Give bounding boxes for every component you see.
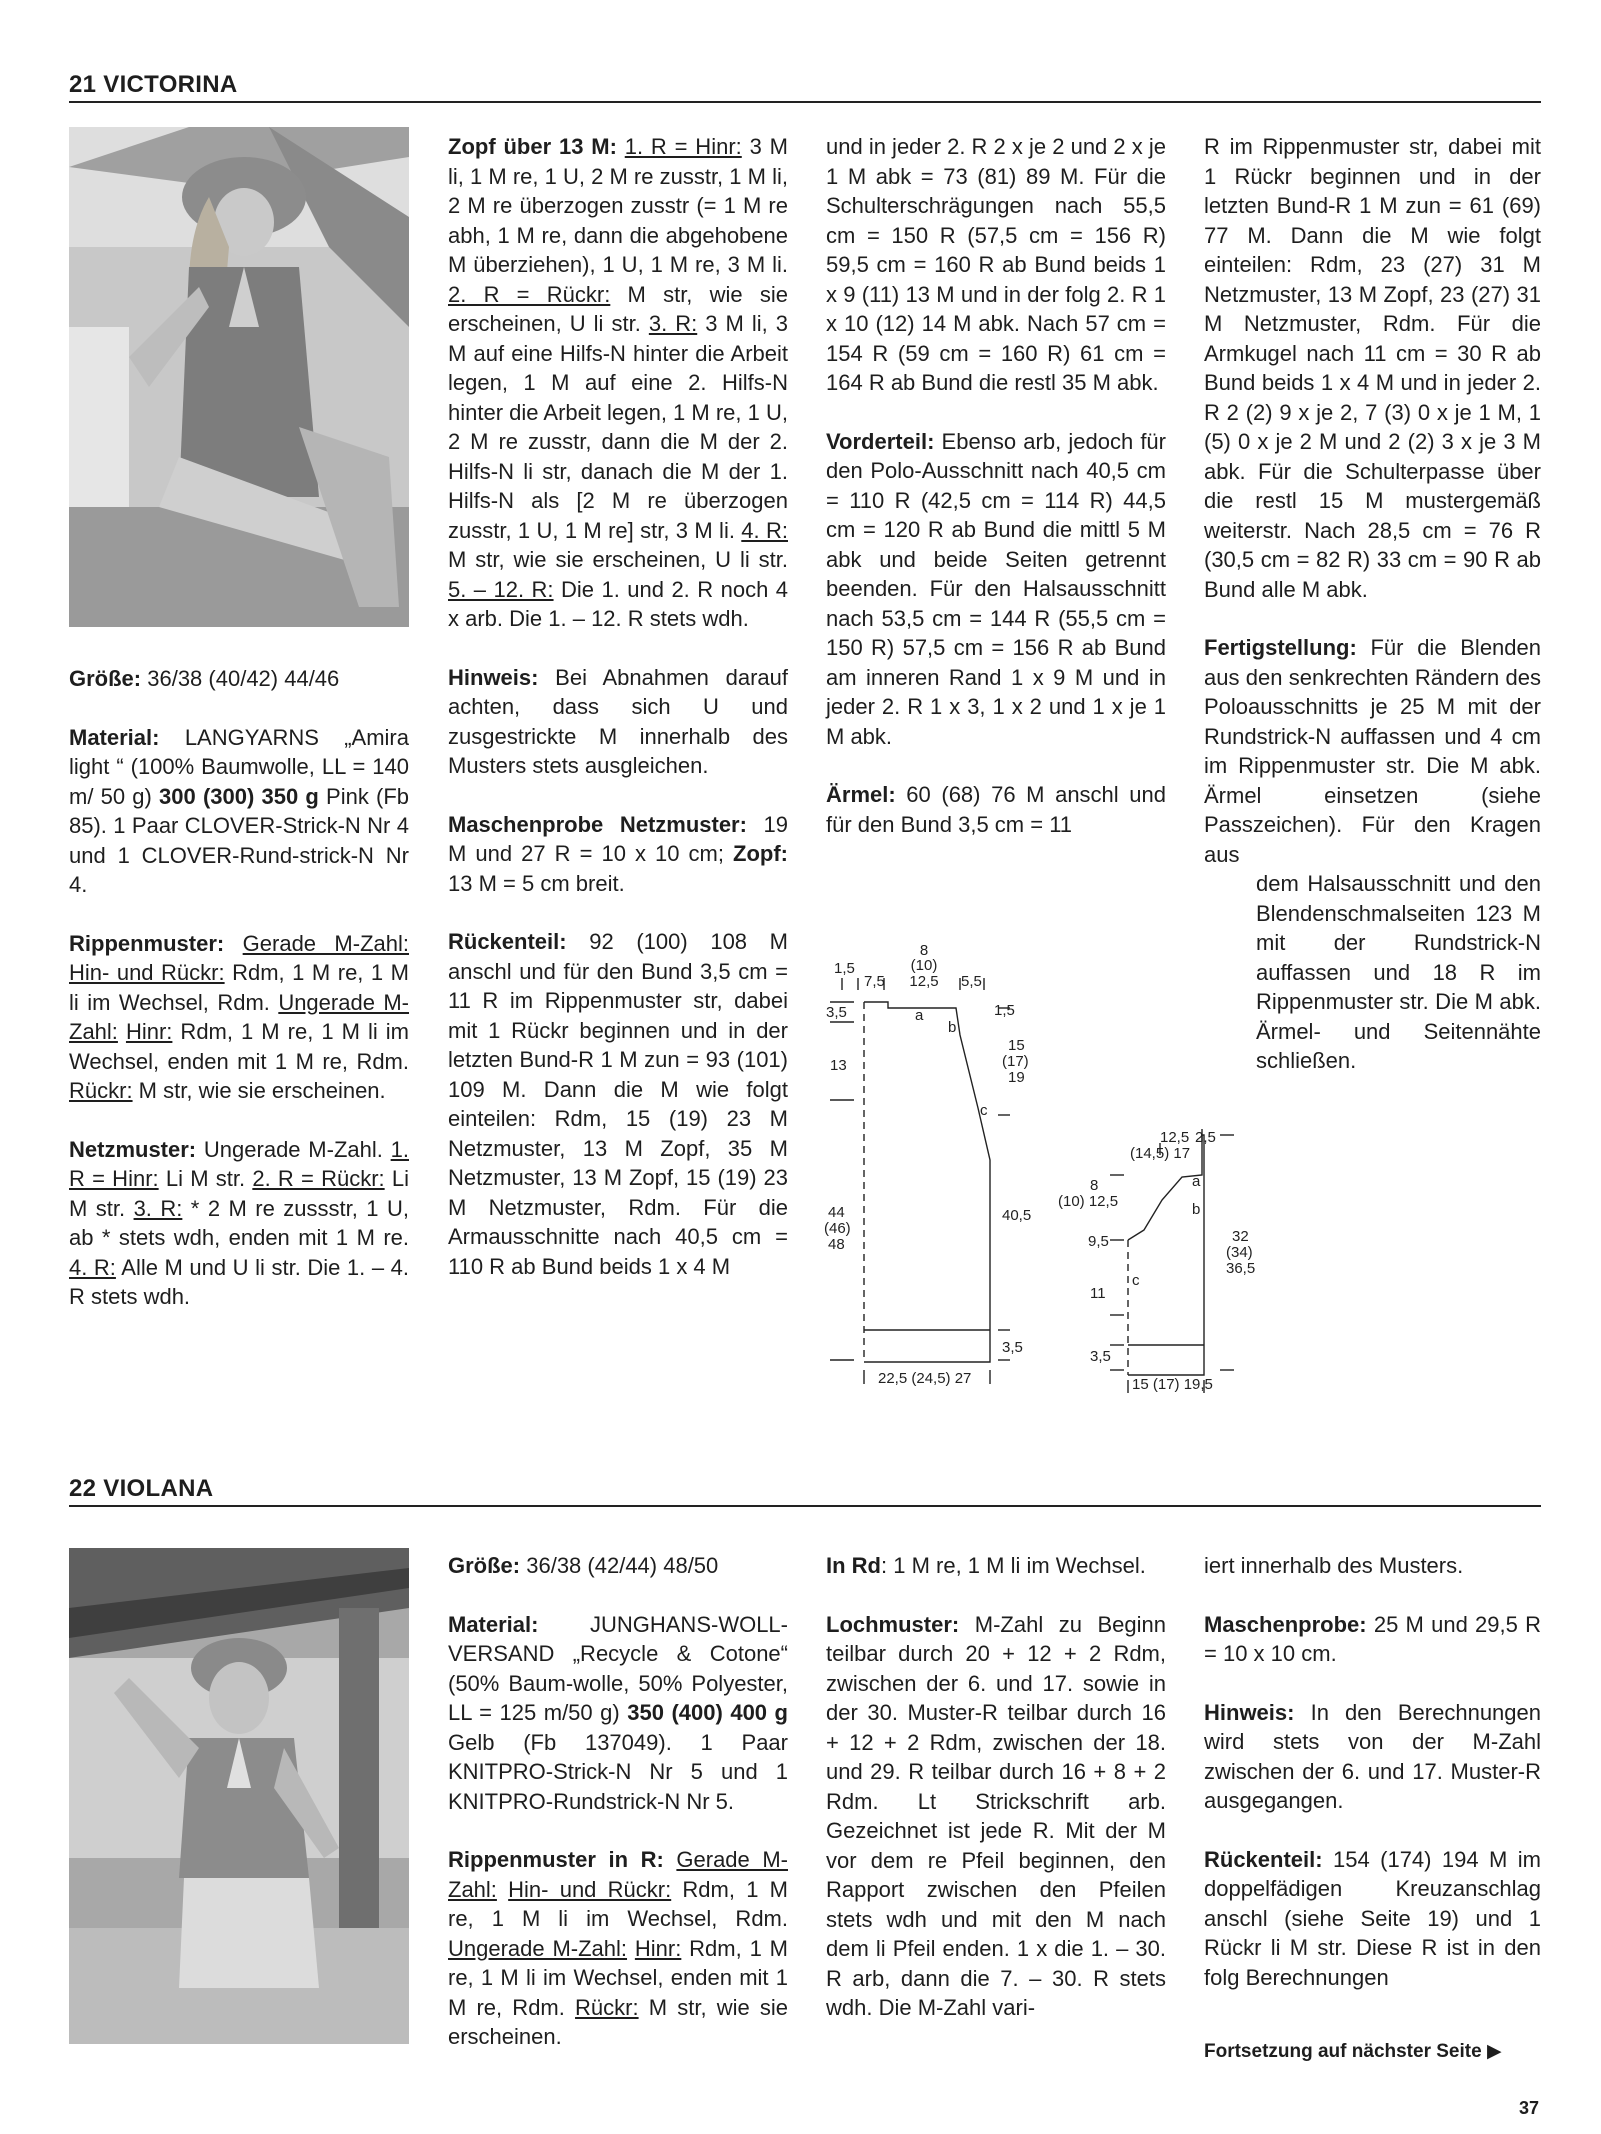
text-maschenprobe: 19 M und 27 R = 10 x 10 cm;: [448, 811, 788, 866]
text-r-u3: Ungerade M-Zahl:: [448, 1935, 628, 1961]
continuation-text: Fortsetzung auf nächster Seite: [1204, 2041, 1482, 2062]
text-rippen-u2: Hin- und Rückr:: [69, 960, 225, 985]
text-netz-u2: 2. R = Rückr:: [252, 1166, 385, 1191]
dim-right-17: (17): [1002, 1053, 1029, 1070]
label-rueckenteil-22: Rückenteil:: [1204, 1846, 1323, 1872]
text-zopf-u4: 4. R:: [741, 517, 788, 543]
col-22-3: [826, 1551, 1166, 2052]
text-rippen-u1: Gerade M-Zahl:: [242, 930, 409, 956]
text-hinweis: Bei Abnahmen darauf achten, dass sich U und zusgestrickte M innerhalb des Musters stets ausgleichen.: [448, 664, 788, 778]
photo-violana: [69, 1548, 409, 2044]
dim-left-44: 44: [828, 1204, 845, 1221]
text-netz-u3: 3. R:: [133, 1195, 183, 1221]
sleeve-dim-left10: (10) 12,5: [1058, 1193, 1119, 1210]
schematic-sleeve: [1050, 1125, 1256, 1395]
dim-top-right: 5,5: [961, 973, 982, 990]
label-hinweis-22: Hinweis:: [1204, 1699, 1295, 1725]
text-zopf-t3: 3 M li, 3 M auf eine Hilfs-N hinter die Arbeit legen, 1 M auf eine 2. Hilfs-N hinter die Arbeit legen, 1 M re, 1 U, 2 M re zusstr, dann die M der 2. Hilfs-N li str, danach die M der 1. Hilfs-N als [2 M re überzogen zusstr, 1 U, 1 M re] str, 3 M li.: [448, 311, 788, 543]
text-zopf-u1: 1. R = Hinr:: [624, 134, 742, 159]
text-material-amount-22: 350 (400) 400 g: [627, 1700, 788, 1725]
text-vorderteil: Ebenso arb, jedoch für den Polo-Ausschnitt nach 40,5 cm = 110 R (42,5 cm = 114 R) 44,5 cm = 120 R ab Bund die mittl 5 M abk und beide Seiten getrennt beenden. Für den Halsausschnitt nach 53,5 cm = 144 R (55,5 cm = 150 R) 57,5 cm = 156 R ab Bund am inneren Rand 1 x 9 M und in jeder 2. R 1 x 3, 1 x 2 und 1 x je 1 M abk.: [826, 428, 1166, 749]
label-aermel: Ärmel:: [826, 782, 896, 807]
schematic-body: [820, 940, 1080, 1400]
sleeve-dim-left8: 8: [1090, 1177, 1099, 1194]
text-rippen-t3: M str, wie sie erscheinen.: [132, 1078, 386, 1103]
dim-left-top: 3,5: [826, 1004, 847, 1021]
label-zopf: Zopf über 13 M:: [448, 134, 617, 159]
col-21-4: [1204, 132, 1541, 1105]
text-fertigstellung-2: dem Halsausschnitt und den Blendenschmalseiten 123 M mit der Rundstrick-N auffassen und 18 R im Rippenmuster str. Die M abk. Ärmel- und Seitennähte schließen.: [1256, 871, 1541, 1073]
text-zopf-u3: 3. R:: [648, 311, 698, 336]
text-netz-t4: * 2 M re zussstr, 1 U, ab * stets wdh, enden mit 1 M re.: [69, 1195, 409, 1250]
text-material-amount: 300 (300) 350 g: [159, 783, 319, 809]
label-in-rd: In Rd: [826, 1553, 881, 1578]
text-netz-t5: Alle M und U li str. Die 1. – 4. R stets wdh.: [69, 1254, 409, 1309]
label-groesse-22: Größe:: [448, 1553, 521, 1578]
text-r-u5: Rückr:: [575, 1994, 639, 2020]
dim-bottom: 22,5 (24,5) 27: [878, 1370, 972, 1387]
text-zopf-u5: 5. – 12. R:: [448, 576, 554, 602]
text-rippen-u4: Hinr:: [125, 1019, 173, 1044]
continuation-note: [1204, 2040, 1502, 2063]
col-22-2: [448, 1551, 788, 2081]
sleeve-dim-top2: (14,5) 17: [1130, 1145, 1191, 1162]
dim-top-center3: 12,5: [909, 973, 939, 990]
sleeve-mark-b: b: [1192, 1201, 1201, 1218]
text-groesse-22: 36/38 (42/44) 48/50: [520, 1553, 719, 1578]
text-aermel: 60 (68) 76 M anschl und für den Bund 3,5 cm = 11: [826, 782, 1166, 837]
sleeve-dim-right32: 32: [1232, 1228, 1249, 1245]
label-rippenmuster: Rippenmuster:: [69, 930, 225, 956]
text-rippen-u3: Ungerade M-Zahl:: [69, 989, 410, 1044]
text-material-22: JUNGHANS-WOLL-VERSAND „Recycle & Cotone“ (50% Baum-wolle, 50% Polyester, LL = 125 m/50 g): [448, 1611, 788, 1725]
text-rueckenteil-22: 154 (174) 194 M im doppelfädigen Kreuzanschlag anschl (siehe Seite 19) und 1 Rückr li M str. Diese R ist in den folg Berechnungen: [1204, 1846, 1541, 1990]
col-21-2: [448, 132, 788, 1310]
photo-victorina: [69, 127, 409, 627]
text-material: LANGYARNS „Amira light “ (100% Baumwolle, LL = 140 m/ 50 g): [69, 724, 409, 809]
sleeve-dim-left11: 11: [1090, 1285, 1106, 1302]
text-hinweis-22: In den Berechnungen wird stets von der M-Zahl zwischen der 6. und 17. Muster-R ausgegangen.: [1204, 1699, 1541, 1813]
mark-b: b: [948, 1019, 957, 1036]
text-zopf-t2: M str, wie sie erscheinen, U li str.: [448, 281, 788, 336]
sleeve-dim-left95: 9,5: [1088, 1233, 1109, 1250]
label-rippenmuster-22: Rippenmuster in R:: [448, 1847, 664, 1872]
text-r-u4: Hinr:: [634, 1935, 682, 1961]
text-col3-t1: und in jeder 2. R 2 x je 2 und 2 x je 1 M abk = 73 (81) 89 M. Für die Schulterschrägungen nach 55,5 cm = 150 R (57,5 cm = 156 R) 59,5 cm = 160 R ab Bund beids 1 x 9 (11) 13 M und in der folg 2. R 1 x 10 (12) 14 M abk. Nach 57 cm = 154 R (59 cm = 160 R) 61 cm = 164 R ab Bund die restl 35 M abk.: [826, 134, 1166, 395]
text-fertigstellung: Für die Blenden aus den senkrechten Rändern des Poloausschnitts je 25 M mit der Rundstrick-N auffassen und 4 cm im Rippenmuster str. Die M abk. Ärmel einsetzen (siehe Passzeichen). Für den Kragen aus: [1204, 635, 1541, 867]
text-groesse: 36/38 (40/42) 44/46: [141, 666, 340, 691]
text-zopf-t4: M str, wie sie erscheinen, U li str.: [448, 547, 788, 572]
label-material: Material:: [69, 724, 160, 750]
sleeve-dim-right365: 36,5: [1226, 1260, 1256, 1277]
text-col4-t1: R im Rippenmuster str, dabei mit 1 Rückr beginnen und in der letzten Bund-R 1 M zun = 61 (69) 77 M. Dann die M wie folgt einteilen: Rdm, 23 (27) 31 M Netzmuster, 13 M Zopf, 23 (27) 31 M Netzmuster, Rdm. Für die Armkugel nach 11 cm = 30 R ab Bund beids 1 x 4 M und in jeder 2. R 2 (2) 9 x je 2, 7 (3) 0 x je 1 M, 1 (5) 0 x je 2 M und 2 (2) 3 x je 3 M abk. Für die Schulterpasse über die restl 15 M mustergemäß weiterstr. Nach 28,5 cm = 76 R (30,5 cm = 82 R) 33 cm = 90 R ab Bund alle M abk.: [1204, 134, 1541, 602]
dim-top-mid: 7,5: [864, 973, 885, 990]
arrow-right-icon: ▶: [1486, 2041, 1502, 2062]
section-title-22: 22 VIOLANA: [69, 1475, 214, 1502]
text-netz-t3: Li M str.: [69, 1166, 409, 1221]
label-material-22: Material:: [448, 1611, 539, 1637]
text-zopf-t5: Die 1. und 2. R noch 4 x arb. Die 1. – 12. R stets wdh.: [448, 576, 788, 631]
text-in-rd: : 1 M re, 1 M li im Wechsel.: [881, 1553, 1146, 1578]
text-netz-t2: Li M str.: [158, 1166, 253, 1191]
label-zopf-2: Zopf:: [733, 841, 788, 866]
dim-right-15: 15: [1008, 1037, 1025, 1054]
label-hinweis: Hinweis:: [448, 664, 539, 690]
label-maschenprobe: Maschenprobe Netzmuster:: [448, 811, 747, 837]
text-r-u1: Gerade M-Zahl:: [448, 1847, 788, 1902]
text-r-t2: Rdm, 1 M re, 1 M li im Wechsel, enden mit 1 M re, Rdm.: [448, 1935, 788, 2020]
text-r-t1: Rdm, 1 M re, 1 M li im Wechsel, Rdm.: [448, 1876, 788, 1931]
mark-c: c: [980, 1102, 988, 1119]
text-r-t3: M str, wie sie erscheinen.: [448, 1994, 789, 2049]
label-maschenprobe-22: Maschenprobe:: [1204, 1611, 1367, 1637]
text-rippen-u5: Rückr:: [69, 1078, 133, 1103]
text-maschenprobe-22: 25 M und 29,5 R = 10 x 10 cm.: [1204, 1611, 1541, 1666]
dim-left-13: 13: [830, 1057, 847, 1074]
text-rippen-t2: Rdm, 1 M re, 1 M li im Wechsel, enden mit 1 M re, Rdm.: [69, 1019, 409, 1074]
label-groesse: Größe:: [69, 666, 142, 691]
dim-top-center: 8: [919, 942, 929, 959]
section-title-21: 21 VICTORINA: [69, 71, 238, 98]
sleeve-dim-top3: 2,5: [1195, 1129, 1216, 1146]
text-col4-22-t1: iert innerhalb des Musters.: [1204, 1553, 1464, 1578]
label-vorderteil: Vorderteil:: [826, 428, 935, 454]
col-21-1: [69, 664, 409, 1341]
text-rueckenteil: 92 (100) 108 M anschl und für den Bund 3,5 cm = 11 R im Rippenmuster str, dabei mit 1 Rückr beginnen und in der letzten Bund-R 1 M zun = 93 (101) 109 M. Dann die M wie folgt einteilen: Rdm, 15 (19) 23 M Netzmuster, 13 M Zopf, 35 M Netzmuster, 13 M Zopf, 15 (19) 23 M Netzmuster, Rdm. Für die Armausschnitte nach 40,5 cm = 110 R ab Bund beids 1 x 4 M: [448, 929, 788, 1279]
text-material-2: Pink (Fb 85). 1 Paar CLOVER-Strick-N Nr 4 und 1 CLOVER-Rund-strick-N Nr 4.: [69, 783, 410, 897]
label-fertigstellung: Fertigstellung:: [1204, 635, 1357, 660]
text-netz-t1: Ungerade M-Zahl.: [196, 1136, 391, 1162]
dim-left-46: (46): [824, 1220, 851, 1237]
page-number: 37: [1519, 2098, 1540, 2118]
col-22-4: [1204, 1551, 1541, 2021]
mark-a: a: [915, 1007, 924, 1024]
dim-right-19: 19: [1008, 1069, 1025, 1086]
dim-right-top: 1,5: [994, 1002, 1015, 1019]
text-lochmuster: M-Zahl zu Beginn teilbar durch 20 + 12 + 2 Rdm, zwischen der 6. und 17. sowie in der 30. Muster-R teilbar durch 16 + 12 + 2 Rdm, zwischen der 18. und 29. R teilbar durch 16 + 8 + 2 Rdm. Lt Strickschrift arb. Gezeichnet ist jede R. Mit der M vor dem re Pfeil beginnen, den Rapport zwischen den Pfeilen stets wdh und mit den M nach dem li Pfeil enden. 1 x die 1. – 30. R arb, dann die 7. – 30. R stets wdh. Die M-Zahl vari-: [826, 1611, 1166, 2020]
sleeve-mark-a: a: [1192, 1173, 1201, 1190]
sleeve-mark-c: c: [1132, 1272, 1140, 1289]
section-rule-22: [69, 1505, 1541, 1507]
sleeve-dim-left35: 3,5: [1090, 1348, 1111, 1365]
dim-right-405: 40,5: [1002, 1207, 1032, 1224]
col-21-3: [826, 132, 1166, 868]
text-zopf-u2: 2. R = Rückr:: [448, 281, 611, 307]
dim-top-left: 1,5: [834, 960, 855, 977]
dim-left-48: 48: [828, 1236, 845, 1253]
text-zopf-2: 13 M = 5 cm breit.: [448, 870, 625, 896]
dim-right-35: 3,5: [1002, 1339, 1023, 1356]
dim-top-center2: (10): [910, 957, 938, 974]
text-netz-u1: 1. R = Hinr:: [69, 1136, 409, 1191]
section-rule-21: [69, 101, 1541, 103]
sleeve-dim-top1: 12,5: [1160, 1129, 1190, 1146]
text-r-u2: Hin- und Rückr:: [508, 1876, 672, 1902]
sleeve-dim-right34: (34): [1226, 1244, 1253, 1261]
text-material-22-2: Gelb (Fb 137049). 1 Paar KNITPRO-Strick-N Nr 5 und 1 KNITPRO-Rundstrick-N Nr 5.: [448, 1729, 788, 1814]
text-netz-u4: 4. R:: [69, 1254, 116, 1280]
sleeve-dim-bottom: 15 (17) 19,5: [1132, 1376, 1213, 1393]
text-zopf-t1: 3 M li, 1 M re, 1 U, 2 M re zusstr, 1 M li, 2 M re überzogen zusstr (= 1 M re abh, 1 M re, dann die abgehobene M überziehen), 1 U, 1 M re, 3 M li.: [448, 134, 788, 277]
text-rippen-t1: Rdm, 1 M re, 1 M li im Wechsel, Rdm.: [69, 960, 409, 1015]
label-netzmuster: Netzmuster:: [69, 1136, 197, 1162]
label-rueckenteil: Rückenteil:: [448, 929, 567, 954]
label-lochmuster: Lochmuster:: [826, 1611, 960, 1637]
